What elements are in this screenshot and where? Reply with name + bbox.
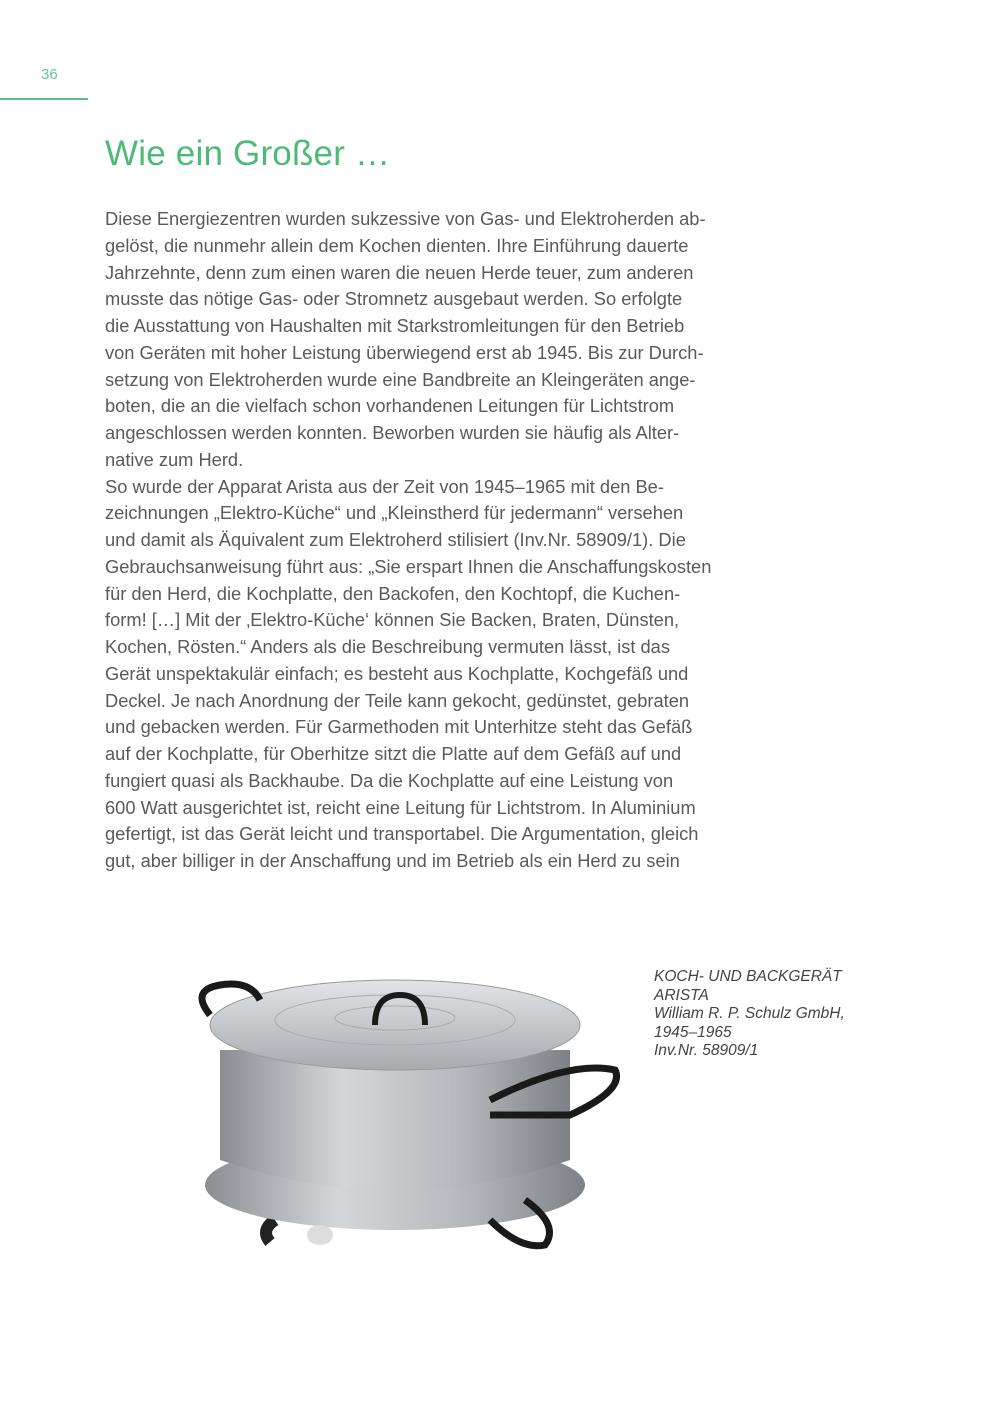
body-line: Kochen, Rösten.“ Anders als die Beschreibung vermuten lässt, ist das	[105, 636, 670, 657]
body-line: form! […] Mit der ‚Elektro-Küche‘ können Sie Backen, Braten, Dünsten,	[105, 609, 680, 631]
body-line: setzung von Elektroherden wurde eine Bandbreite an Kleingeräten ange-	[105, 368, 696, 390]
body-line: die Ausstattung von Haushalten mit Starkstromleitungen für den Betrieb	[105, 315, 685, 336]
body-line: Gebrauchsanweisung führt aus: „Sie erspart Ihnen die Anschaffungskosten	[105, 555, 712, 577]
body-line: Jahrzehnte, denn zum einen waren die neuen Herde teuer, zum anderen	[105, 261, 694, 283]
body-line: boten, die an die vielfach schon vorhandenen Leitungen für Lichtstrom	[105, 395, 675, 417]
header-rule	[0, 98, 88, 100]
body-line: angeschlossen werden konnten. Beworben wurden sie häufig als Alter-	[105, 422, 680, 443]
body-line: gelöst, die nunmehr allein dem Kochen dienten. Ihre Einführung dauerte	[105, 234, 689, 256]
image-caption	[654, 968, 845, 1061]
body-line: zeichnungen „Elektro-Küche“ und „Kleinstherd für jedermann“ versehen	[105, 502, 684, 524]
body-line: 600 Watt ausgerichtet ist, reicht eine Leitung für Lichtstrom. In Aluminium	[105, 796, 696, 818]
caption-object-name: KOCH- UND BACKGERÄT	[654, 968, 842, 985]
body-line: und damit als Äquivalent zum Elektroherd stilisiert (Inv.Nr. 58909/1). Die	[105, 529, 686, 550]
body-line: gefertigt, ist das Gerät leicht und transportabel. Die Argumentation, gleich	[105, 823, 699, 845]
body-line: für den Herd, die Kochplatte, den Backofen, den Kochtopf, die Kuchen-	[105, 582, 681, 604]
body-line: und gebacken werden. Für Garmethoden mit Unterhitze steht das Gefäß	[105, 716, 693, 738]
body-line: So wurde der Apparat Arista aus der Zeit von 1945–1965 mit den Be-	[105, 475, 664, 497]
arista-cooker-photo	[190, 970, 630, 1260]
body-line: Gerät unspektakulär einfach; es besteht aus Kochplatte, Kochgefäß und	[105, 662, 689, 684]
caption-object-title: ARISTA	[654, 986, 709, 1004]
body-line: von Geräten mit hoher Leistung überwiegend erst ab 1945. Bis zur Durch-	[105, 341, 704, 363]
page-number: 36	[41, 66, 58, 83]
body-line: Deckel. Je nach Anordnung der Teile kann gekocht, gedünstet, gebraten	[105, 689, 690, 711]
body-line: gut, aber billiger in der Anschaffung und im Betrieb als ein Herd zu sein	[105, 850, 680, 871]
body-line: Diese Energiezentren wurden sukzessive von Gas- und Elektroherden ab-	[105, 208, 706, 229]
body-line: native zum Herd.	[105, 448, 244, 470]
body-line: musste das nötige Gas- oder Stromnetz ausgebaut werden. So erfolgte	[105, 288, 683, 310]
body-line: fungiert quasi als Backhaube. Da die Kochplatte auf eine Leistung von	[105, 769, 674, 791]
section-title: Wie ein Großer …	[105, 134, 391, 173]
caption-inventory-number: Inv.Nr. 58909/1	[654, 1042, 759, 1060]
caption-manufacturer: William R. P. Schulz GmbH,	[654, 1005, 845, 1023]
body-line: auf der Kochplatte, für Oberhitze sitzt die Platte auf dem Gefäß auf und	[105, 743, 682, 764]
caption-date: 1945–1965	[654, 1023, 732, 1041]
body-text	[105, 206, 785, 875]
